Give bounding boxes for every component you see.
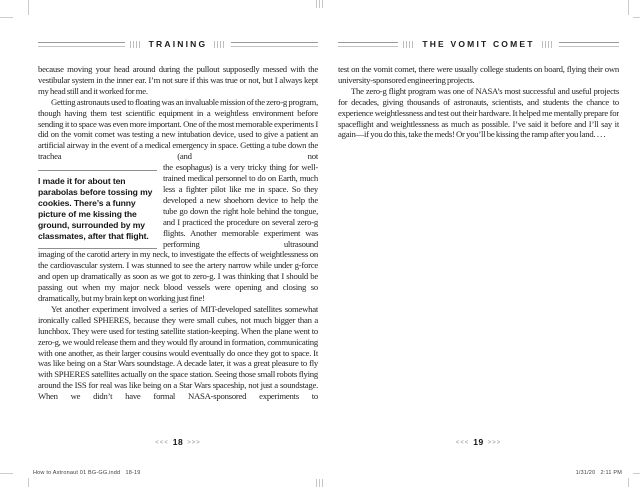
- head-rule-right: [231, 42, 318, 47]
- right-body-text: [338, 64, 619, 432]
- paragraph: test on the vomit comet, there were usually college students on board, flying their own university-sponsored engineering projects.: [338, 64, 619, 85]
- crop-mark: [633, 473, 640, 474]
- left-body-text: [38, 64, 318, 432]
- crop-mark: [628, 0, 629, 15]
- page-right: [338, 40, 619, 432]
- crop-mark: [0, 17, 13, 18]
- left-chapter-title: TRAINING: [148, 39, 208, 49]
- folio-chevrons-right-icon: >>>: [487, 440, 502, 446]
- center-registration-mark: [316, 479, 324, 487]
- left-page-number: [38, 432, 318, 450]
- paragraph: imaging of the carotid artery in my neck, to investigate the effects of weightlessness on the cardiovascular system. I was stunned to see the artery narrow while under g-force and open up dramatically as soon as we got to zero-g. I was thinking that I should be passing out when my major neck blood vessels were opening and closing so dramatically, but my brain kept on working just fine!: [38, 249, 318, 304]
- right-chapter-title: THE VOMIT COMET: [422, 39, 535, 49]
- head-ticks-icon: [214, 41, 226, 48]
- left-running-head: [38, 40, 318, 49]
- slug-filename: How to Astronaut 01 BG-GG.indd 18-19: [33, 470, 141, 476]
- crop-mark: [633, 17, 640, 18]
- crop-mark: [628, 478, 629, 487]
- folio-chevrons-left-icon: <<<: [155, 440, 169, 446]
- crop-mark: [28, 478, 29, 487]
- head-ticks-icon: [403, 41, 415, 48]
- folio-chevrons-right-icon: >>>: [187, 440, 201, 446]
- paragraph: Yet another experiment involved a series of MIT-developed satellites somewhat ironically called SPHERES, because they were small cubes, not much bigger than a lunchbox. They were used for testing satellite station-keeping. When the plane went to zero-g, we would release them and they would fly around in formation, communicating with one another, as their larger cousins would eventually do once they got to space. It was like being on a Star Wars soundstage. A decade later, it was a great pleasure to fly with SPHERES satellites actually on the space station. Seeing those small robots flying around the ISS for real was like being on a Star Wars spaceship, not just a soundstage. When we didn’t have formal NASA-sponsored experiments to: [38, 303, 318, 402]
- right-running-head: [338, 40, 619, 49]
- page-left: [38, 40, 318, 432]
- pull-quote-row: [38, 162, 318, 249]
- folio-number: 18: [172, 437, 184, 447]
- head-rule-left: [338, 42, 398, 47]
- paragraph: The zero-g flight program was one of NASA’s most successful and useful projects for decades, giving thousands of astronauts, scientists, and students the chance to experience weightlessness and test out their hardware. It helped me mentally prepare for spaceflight and weightlessness as much as possible. I’ve said it before and I’ll say it again—if you do this, take the meds! Or you’ll be kissing the ramp after you land. . . .: [338, 85, 619, 140]
- paragraph: Getting astronauts used to floating was an invaluable mission of the zero-g program, though having them test scientific equipment in a weightless environment before sending it to space was even more important. One of the most memorable experiments I did on the vomit comet was testing a new intubation device, used to give a patient an artificial airway in the event of a medical emergency in space. Getting a tube down the trachea (and not: [38, 96, 318, 162]
- pull-quote: I made it for about ten parabolas before tossing my cookies. There’s a funny picture of me kissing the ground, surrounded by my classmates, after that flight.: [38, 170, 157, 249]
- head-rule-right: [559, 42, 619, 47]
- head-rule-left: [38, 42, 125, 47]
- folio-chevrons-left-icon: <<<: [455, 440, 470, 446]
- paragraph: because moving your head around during the pullout supposedly messed with the vestibular system in the inner ear. I’m not sure if this was true or not, but I always kept my head still and it worked for me.: [38, 64, 318, 96]
- head-ticks-icon: [130, 41, 142, 48]
- slug-timestamp: 1/31/20 2:11 PM: [575, 470, 622, 476]
- right-page-number: [338, 432, 619, 450]
- center-registration-mark: [316, 0, 324, 8]
- paragraph-wrapped: the esophagus) is a very tricky thing for well-trained medical personnel to do on Earth, much less a fighter pilot like me in space. So they developed a new shoehorn device to help the tube go down the right hole behind the tongue, and I practiced the procedure on several zero-g flights. Another memorable experiment was performing ultrasound: [163, 162, 318, 249]
- crop-mark: [0, 473, 13, 474]
- folio-number: 19: [473, 437, 484, 447]
- crop-mark: [28, 0, 29, 15]
- head-ticks-icon: [542, 41, 554, 48]
